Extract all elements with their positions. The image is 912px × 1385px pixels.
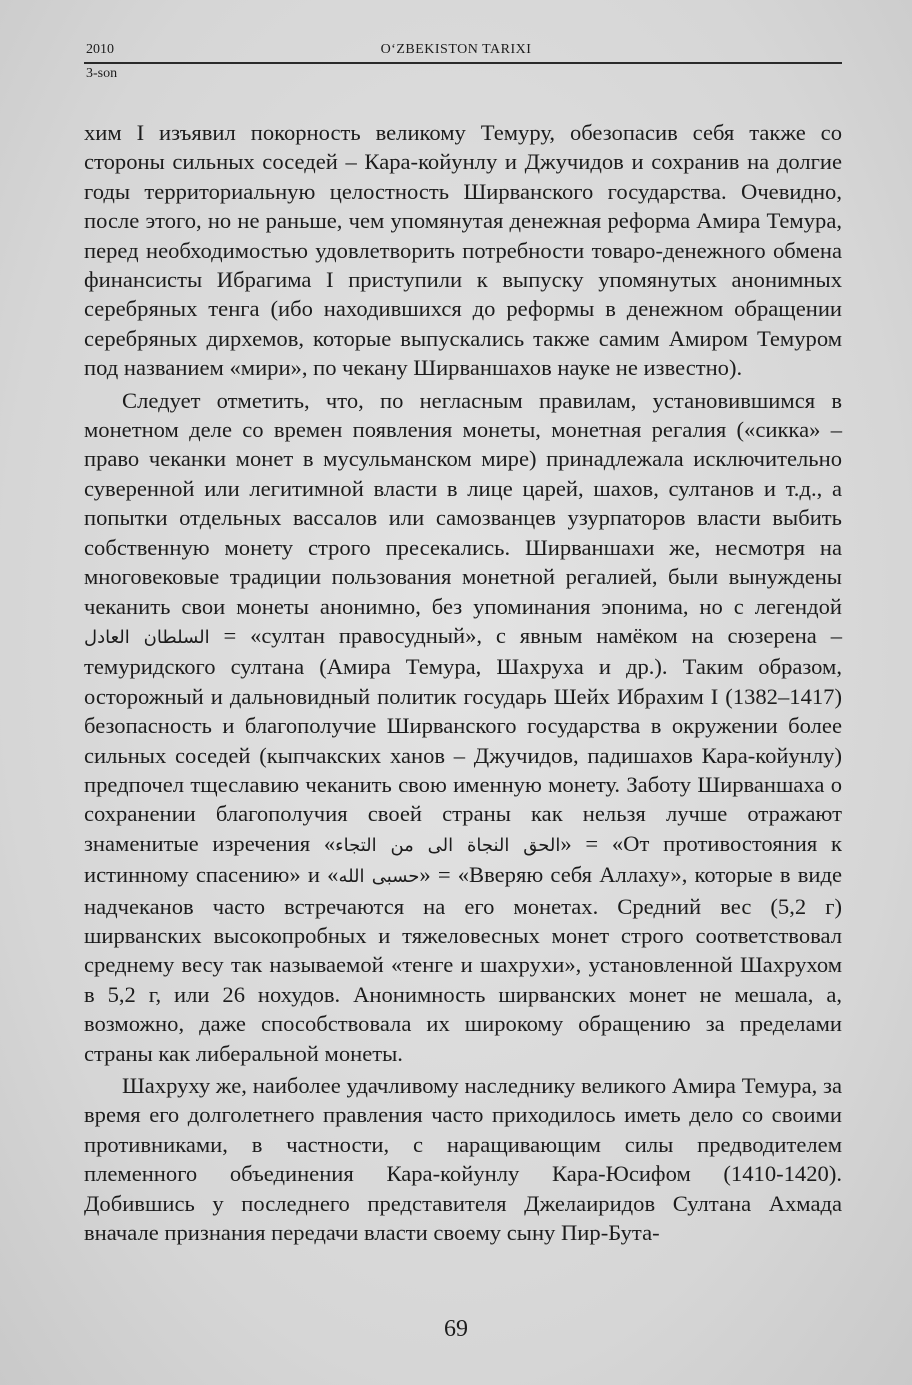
paragraph-2-text-a: Следует отметить, что, по негласным правилам, установившимся в монетном деле со времен появления монеты, монетная регалия («сикка» – право чеканки монет в мусульманском мире) принадлежала исключительно суверенной или легитимной власти в лице царей, шахов, султанов и т.д., а попытки отдельных вассалов или самозванцев узурпаторов власти выбить собственную монету строго пресекались. Ширваншахи же, несмотря на многовековые традиции пользования монетной регалией, были вынуждены чеканить свои монеты анонимно, без упоминания эпонима, но с легендой <box>84 387 842 619</box>
header-year: 2010 <box>86 42 114 57</box>
article-body <box>84 118 842 1247</box>
paragraph-2 <box>84 386 842 1068</box>
paragraph-2-text-c: » = «От противостояния к истинному спасению» и « <box>84 830 842 888</box>
arabic-saying-2: حسبی الله <box>338 866 420 888</box>
header-rule <box>84 62 842 64</box>
journal-title: O‘ZBEKISTON TARIXI <box>380 42 532 57</box>
page-number: 69 <box>444 1316 468 1342</box>
arabic-legend-sultan: السلطان العادل <box>84 626 210 648</box>
paragraph-2-text-b: = «султан правосудный», с явным намёком на сюзерена – темуридского султана (Амира Темура, Шахруха и др.). Таким образом, осторожный и дальновидный политик государь Шейх Ибрахим I (1382–1417) безопасность и благополучие Ширванского государства в окружении более сильных соседей (кыпчакских ханов – Джучидов, падишахов Кара-койунлу) предпочел тщеславию чеканить свою именную монету. Заботу Ширваншаха о сохранении благополучия своей страны как нельзя лучше отражают знаменитые изречения « <box>84 622 842 856</box>
paragraph-3: Шахруху же, наиболее удачливому наследнику великого Амира Темура, за время его долголетнего правления часто приходилось иметь дело со своими противниками, в частности, с наращивающим силы предводителем племенного объединения Кара-койунлу Кара-Юсифом (1410-1420). Добившись у последнего представителя Джелаиридов Султана Ахмада вначале признания передачи власти своему сыну Пир-Бута- <box>84 1073 842 1246</box>
paragraph-1: хим I изъявил покорность великому Темуру, обезопасив себя также со стороны сильных соседей – Кара-койунлу и Джучидов и сохранив на долгие годы территориальную целостность Ширванского государства. Очевидно, после этого, но не раньше, чем упомянутая денежная реформа Амира Темура, перед необходимостью удовлетворить потребности товаро-денежного обмена финансисты Ибрагима I приступили к выпуску упомянутых анонимных серебряных тенга (ибо находившихся до реформы в денежном обращении серебряных дирхемов, которые выпускались также самим Амиром Темуром под названием «мири», по чекану Ширваншахов науке не известно). <box>84 120 842 381</box>
paragraph-2-text-d: » = «Вверяю себя Аллаху», которые в виде надчеканов часто встречаются на его монетах. Средний вес (5,2 г) ширванских высокопробных и тяжеловесных монет строго соответствовал среднему весу так называемой «тенге и шахрухи», установленной Шахрухом в 5,2 г, или 26 нохудов. Анонимность ширванских монет не мешала, а, возможно, даже способствовала их широкому обращению за пределами страны как либеральной монеты. <box>84 862 842 1066</box>
arabic-saying-1: الحق النجاة الى من التجاء <box>335 834 561 856</box>
header-issue: 3-son <box>86 66 118 81</box>
